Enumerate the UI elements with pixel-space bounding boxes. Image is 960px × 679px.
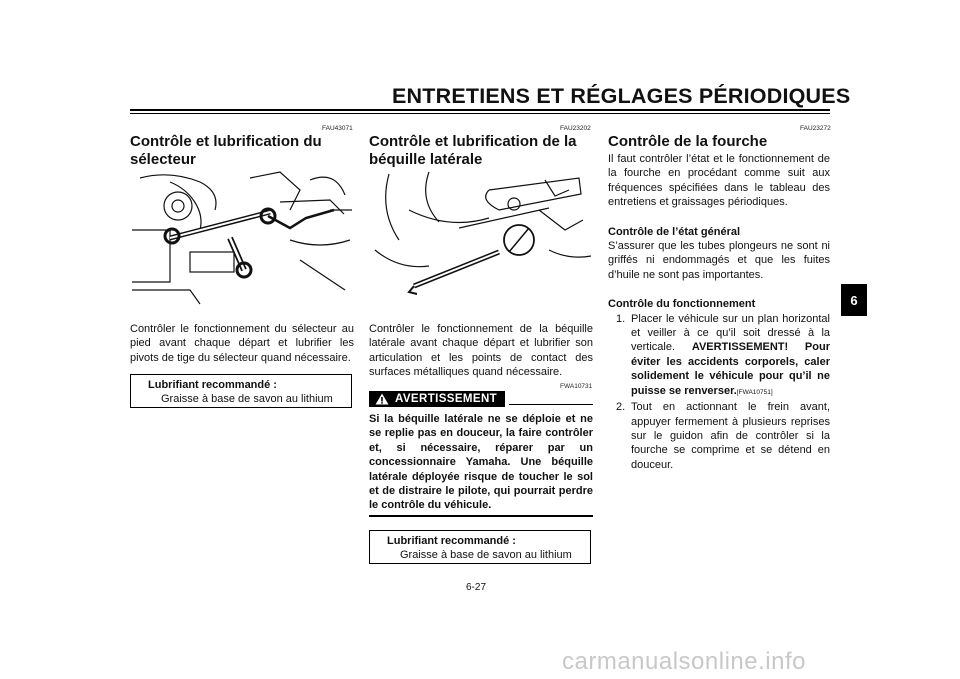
warning-triangle-icon: [375, 393, 389, 405]
operation-steps-list: [608, 312, 830, 472]
warning-bottom-rule: [369, 515, 593, 517]
inline-warning: AVERTISSEMENT! Pour éviter les accidents corporels, caler solidement le véhicule pour qu’il ne puisse se renverser.: [631, 341, 830, 397]
lubricant-value: Graisse à base de savon au lithium: [400, 549, 572, 561]
section-code: FAU23272: [800, 125, 831, 132]
section-code: FAU23202: [560, 125, 591, 132]
warning-banner: [369, 391, 593, 407]
fork-intro-text: Il faut contrôler l’état et le fonctionnement de la fourche en procédant comme suit aux fréquences spécifiées dans le tableau des entretiens et graissages périodiques.: [608, 153, 830, 209]
section-heading-sidestand: Contrôle et lubrification de la béquille latérale: [369, 133, 577, 168]
page-number: 6-27: [466, 582, 487, 593]
general-condition-text: S’assurer que les tubes plongeurs ne sont ni griffés ni endommagés et que les fuites d’huile ne sont pas importantes.: [608, 240, 830, 281]
list-item: 1. Placer le véhicule sur un plan horizontal et veiller à ce qu’il soit dressé à la verticale. AVERTISSEMENT! Pour éviter les accidents corporels, caler solidement le véhicule pour qu’il ne puisse se renverser.[FWA10751]: [616, 312, 830, 397]
lubricant-box: [369, 530, 591, 564]
lubricant-value: Graisse à base de savon au lithium: [161, 393, 333, 405]
section-heading-fork: Contrôle de la fourche: [608, 133, 768, 150]
sidestand-illustration: [369, 170, 593, 308]
list-item: 2. Tout en actionnant le frein avant, appuyer fermement à plusieurs reprises sur le guidon afin de contrôler si la fourche se comprime et se détend en douceur.: [616, 401, 830, 471]
lubricant-title: Lubrifiant recommandé :: [387, 535, 516, 547]
subheading-operation: Contrôle du fonctionnement: [608, 298, 756, 311]
subheading-general-condition: Contrôle de l’état général: [608, 225, 741, 238]
sidestand-body-text: Contrôler le fonctionnement de la béquille latérale avant chaque départ et lubrifier son articulation et les points de contact des surfaces métalliques quand nécessaire.: [369, 323, 593, 379]
warning-text: Si la béquille latérale ne se déploie et ne se replie pas en douceur, la faire contrôler et, si nécessaire, réparer par un concessionnaire Yamaha. Une béquille latérale déployée risque de toucher le sol et de distraire le pilote, qui pourrait perdre le contrôle du véhicule.: [369, 413, 593, 512]
warning-code: FWA10731: [560, 383, 593, 390]
lubricant-box: [130, 374, 352, 408]
selector-body-text: Contrôler le fonctionnement du sélecteur au pied avant chaque départ et lubrifier les pivots de tige du sélecteur quand nécessaire.: [130, 323, 354, 364]
fork-section-content: [608, 152, 830, 472]
header-rule-thin: [130, 113, 830, 114]
section-heading-selector: Contrôle et lubrification du sélecteur: [130, 133, 322, 168]
inline-warning-code: [FWA10751]: [736, 388, 773, 396]
site-watermark: carmanualsonline.info: [562, 648, 806, 675]
chapter-tab: 6: [841, 284, 867, 316]
section-code: FAU43071: [322, 125, 353, 132]
header-rule-thick: [130, 109, 830, 111]
shift-pedal-illustration: [130, 170, 354, 308]
lubricant-title: Lubrifiant recommandé :: [148, 379, 277, 391]
warning-label: AVERTISSEMENT: [395, 393, 498, 405]
warning-badge: [369, 391, 505, 407]
page-header-title: ENTRETIENS ET RÉGLAGES PÉRIODIQUES: [392, 84, 851, 108]
warning-rule: [509, 404, 593, 405]
